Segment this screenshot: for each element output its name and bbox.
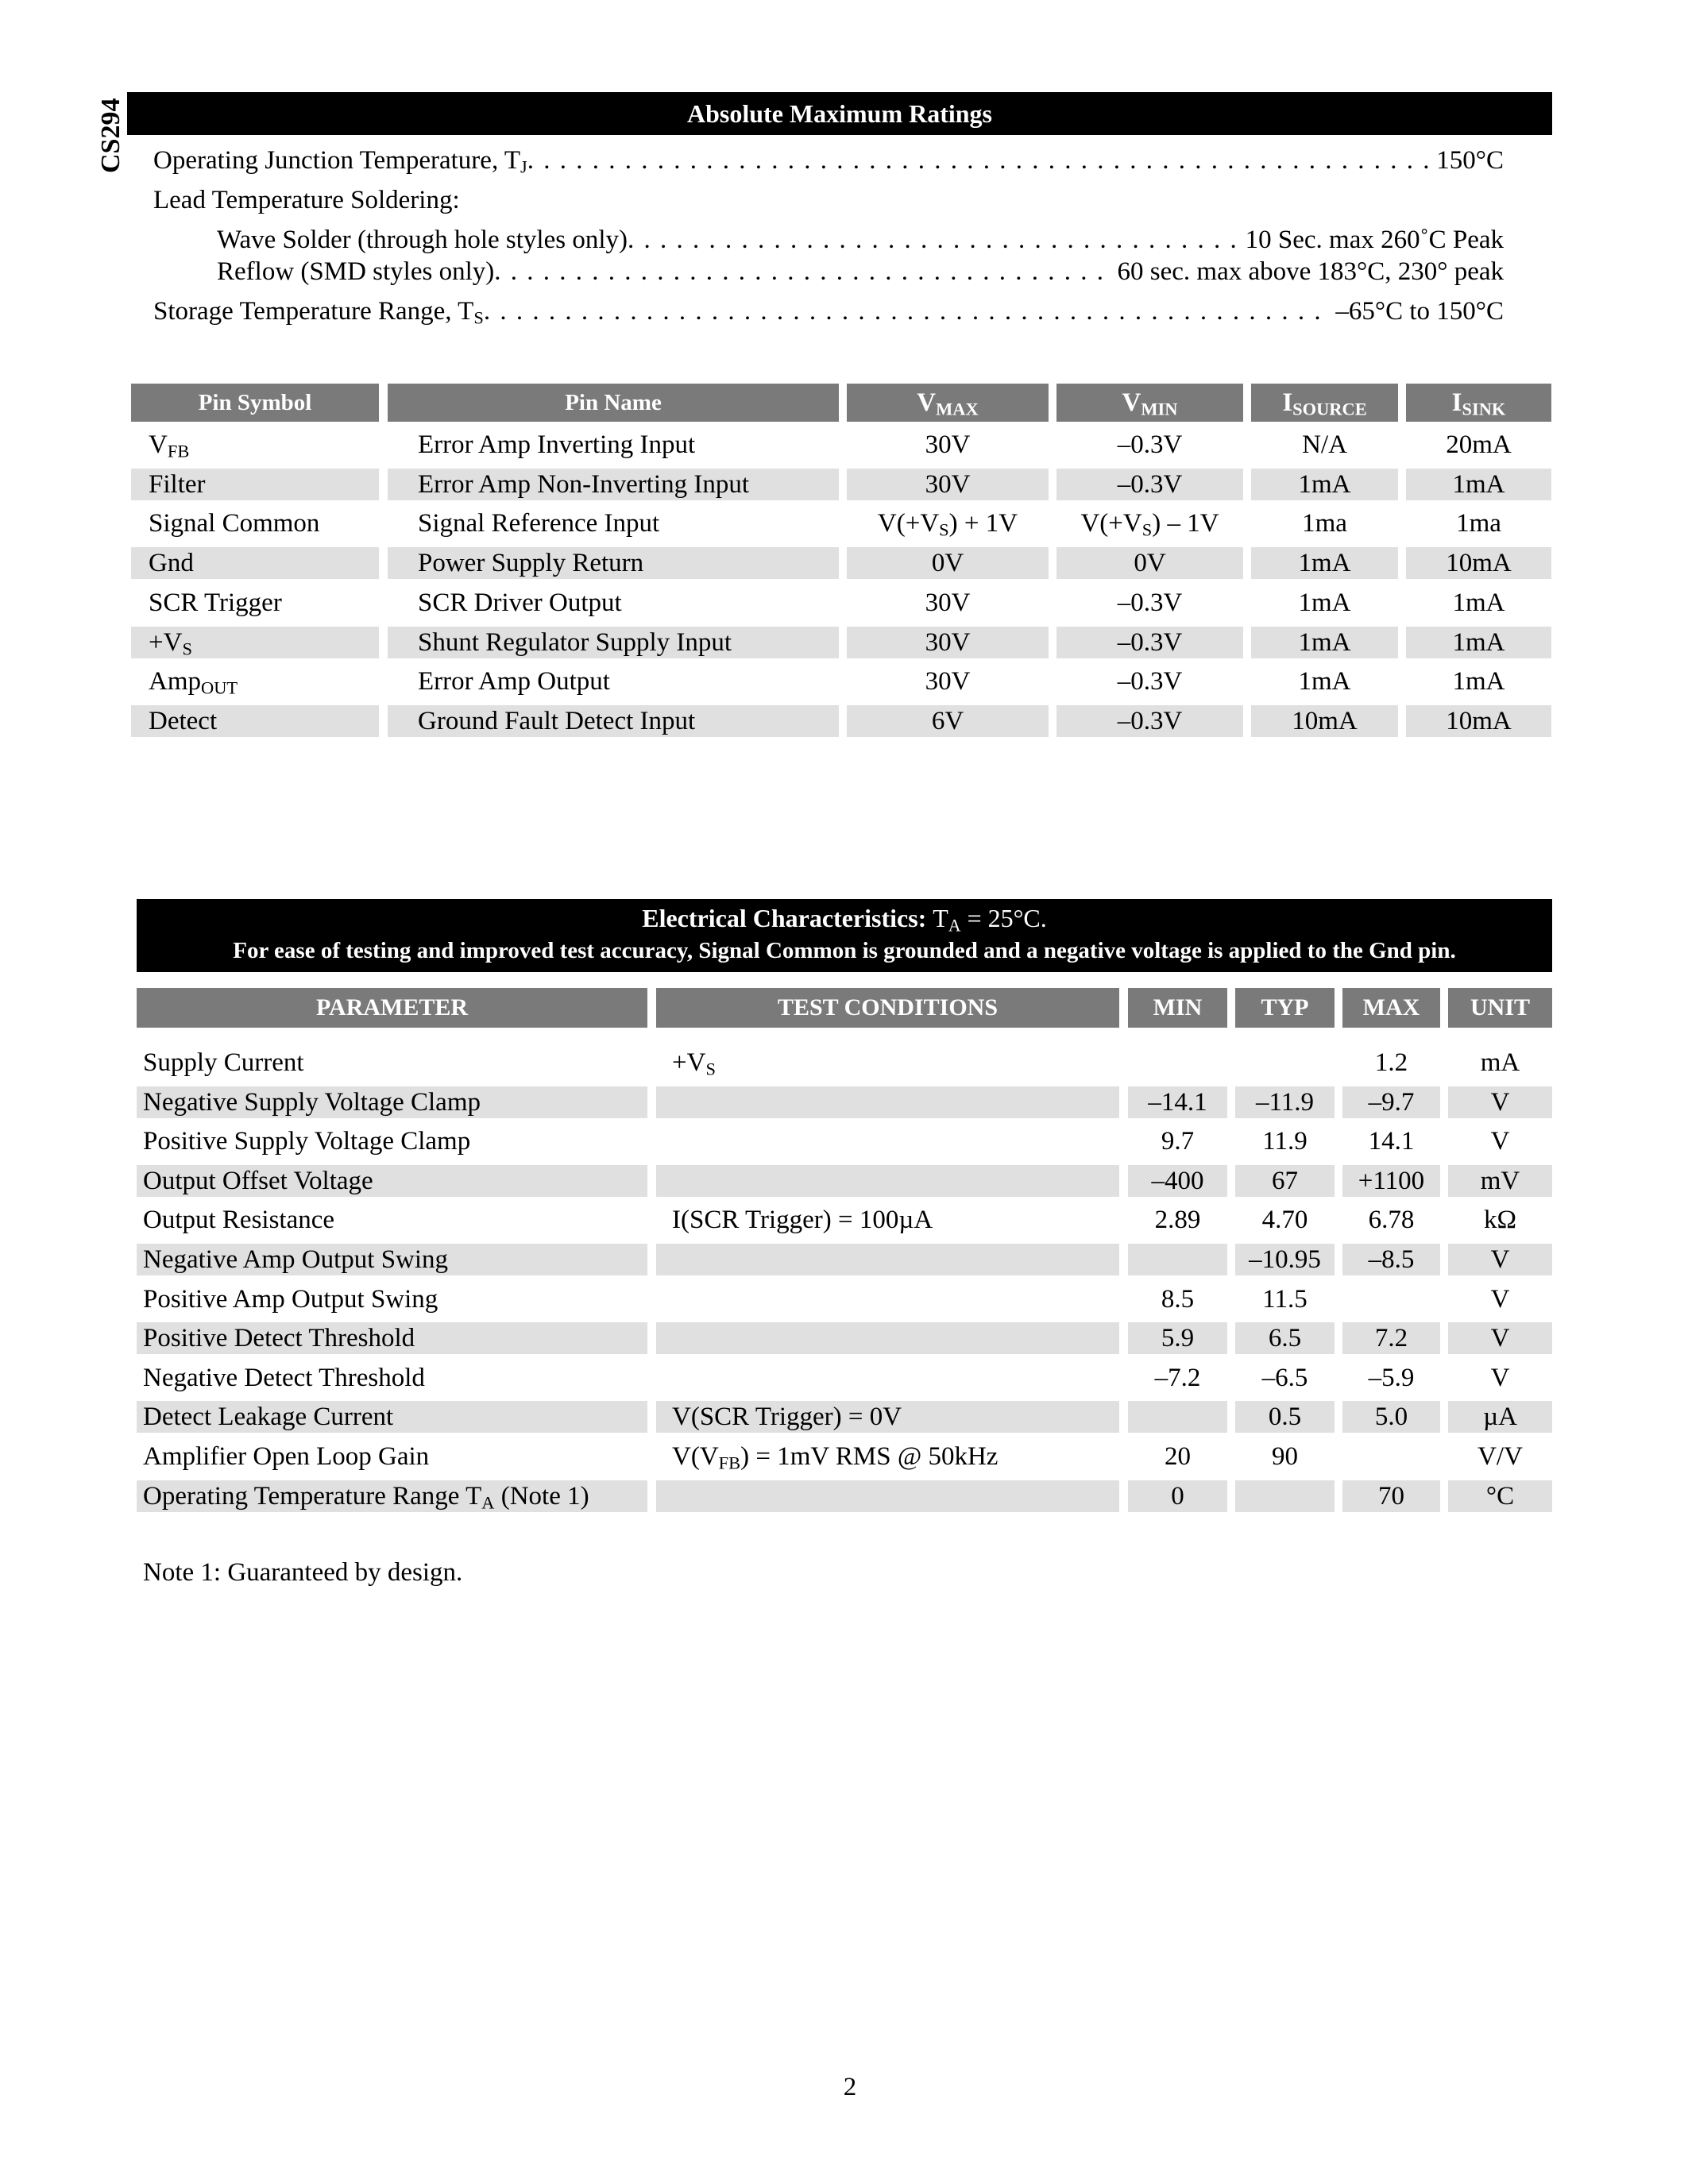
pin-table-cell-isource: 1mA: [1251, 547, 1398, 579]
ec-cell-unit: V: [1490, 1285, 1510, 1314]
leader-dots: [527, 143, 1432, 178]
pin-table-cell-pin-name: SCR Driver Output: [418, 588, 622, 617]
pin-table-cell-vmin: –0.3V: [1056, 627, 1243, 658]
pin-table-cell-pin-symbol: Detect: [131, 705, 379, 737]
rating-label: Reflow (SMD styles only): [217, 257, 495, 286]
pin-table-cell-vmax: 6V: [847, 705, 1049, 737]
rating-label: Operating Junction Temperature, $T_J$: [153, 146, 527, 177]
pin-table-cell-vmin: –0.3V: [1056, 469, 1243, 500]
pin-table-cell-vmin: –0.3V: [1056, 705, 1243, 737]
ec-cell-test-conditions: [656, 1086, 1119, 1118]
rating-line-lead-temp: [153, 183, 1504, 218]
pin-table-cell-pin-name: Shunt Regulator Supply Input: [388, 627, 839, 658]
ec-cell-parameter: Supply Current: [143, 1048, 304, 1077]
ec-cell-min: –14.1: [1128, 1086, 1227, 1118]
ec-cell-typ: [1235, 1480, 1335, 1512]
ec-cell-typ: 67: [1235, 1165, 1335, 1197]
electrical-subtitle: For ease of testing and improved test accuracy, Signal Common is grounded and a negative voltage is applied to the Gnd pin.: [233, 938, 1456, 963]
pin-table-cell-isink: 1mA: [1452, 588, 1505, 617]
ec-cell-typ: 4.70: [1261, 1206, 1308, 1234]
pin-table-cell-isink: 1mA: [1406, 627, 1551, 658]
ec-cell-test-conditions: [656, 1244, 1119, 1275]
ec-cell-test-conditions: [656, 1165, 1119, 1197]
ec-cell-min: 2.89: [1154, 1206, 1201, 1234]
ec-cell-max: –8.5: [1342, 1244, 1440, 1275]
ec-cell-min: –400: [1128, 1165, 1227, 1197]
electrical-characteristics-header: [137, 899, 1552, 972]
part-number-label: CS294: [96, 98, 126, 173]
pin-table-cell-pin-name: Signal Reference Input: [418, 509, 660, 538]
ec-cell-parameter: Operating Temperature Range $T_A$ (Note 1): [137, 1480, 647, 1512]
ec-header-parameter: PARAMETER: [137, 988, 647, 1028]
ec-cell-unit: V: [1448, 1086, 1552, 1118]
pin-table-cell-vmax: 30V: [925, 588, 971, 617]
pin-table-cell-isource: 1mA: [1251, 469, 1398, 500]
ec-cell-unit: V/V: [1477, 1442, 1523, 1471]
ec-cell-unit: °C: [1448, 1480, 1552, 1512]
ec-header-unit: UNIT: [1448, 988, 1552, 1028]
leader-dots: [484, 294, 1331, 329]
pin-table-cell-vmax: 30V: [925, 430, 971, 459]
rating-value: 10 Sec. max 260˚C Peak: [1245, 226, 1504, 254]
pin-table-cell-vmin: 0V: [1056, 547, 1243, 579]
ec-cell-max: 5.0: [1342, 1401, 1440, 1433]
absolute-max-title: Absolute Maximum Ratings: [127, 92, 1552, 135]
ec-cell-min: 20: [1165, 1442, 1191, 1471]
ec-cell-min: 9.7: [1161, 1127, 1195, 1156]
ec-cell-max: [1342, 1441, 1440, 1472]
ec-cell-test-conditions: [656, 1125, 1119, 1157]
pin-table-header-vmin: $V_{MIN}$: [1056, 384, 1243, 422]
pin-table-cell-pin-symbol: $V_{FB}$: [149, 430, 190, 461]
electrical-title: Electrical Characteristics: $T_A = 25^\circ C$.: [642, 904, 1047, 936]
ec-cell-test-conditions: $V(V_{FB}) = 1mV$ RMS @ 50kHz: [672, 1442, 999, 1473]
pin-table-cell-pin-symbol: Amp$_{OUT}$: [149, 667, 238, 698]
ec-cell-max: –9.7: [1342, 1086, 1440, 1118]
pin-table-cell-pin-name: Power Supply Return: [388, 547, 839, 579]
pin-table-header-isink: $I_{SINK}$: [1406, 384, 1551, 422]
ec-cell-test-conditions: [656, 1362, 1119, 1394]
ec-cell-parameter: Negative Detect Threshold: [143, 1364, 425, 1392]
pin-table-cell-isink: 1mA: [1406, 469, 1551, 500]
pin-table-cell-isource: 10mA: [1251, 705, 1398, 737]
pin-table-cell-vmin: –0.3V: [1117, 430, 1183, 459]
ec-cell-max: 1.2: [1374, 1048, 1408, 1077]
ec-cell-parameter: Amplifier Open Loop Gain: [143, 1442, 430, 1471]
pin-table-header-isource: $I_{SOURCE}$: [1251, 384, 1398, 422]
ec-cell-typ: –6.5: [1261, 1364, 1308, 1392]
rating-line-wave-solder: [217, 222, 1504, 257]
ec-cell-max: +1100: [1342, 1165, 1440, 1197]
ec-cell-unit: V: [1490, 1364, 1510, 1392]
pin-table-cell-vmax: $V(+V_S) + 1V$: [877, 509, 1018, 540]
pin-table-cell-vmin: –0.3V: [1117, 588, 1183, 617]
ec-cell-parameter: Negative Supply Voltage Clamp: [137, 1086, 647, 1118]
pin-table-cell-isink: 10mA: [1406, 705, 1551, 737]
rating-line-storage-temp: [153, 294, 1504, 329]
ec-header-test-conditions: TEST CONDITIONS: [656, 988, 1119, 1028]
pin-table-cell-pin-symbol: Filter: [131, 469, 379, 500]
pin-table-cell-vmax: 30V: [847, 469, 1049, 500]
pin-table-cell-isink: 1ma: [1456, 509, 1501, 538]
ec-cell-min: [1128, 1401, 1227, 1433]
ec-cell-min: 8.5: [1161, 1285, 1195, 1314]
ec-cell-unit: V: [1448, 1244, 1552, 1275]
ec-cell-typ: [1235, 1047, 1335, 1078]
ec-cell-typ: 0.5: [1235, 1401, 1335, 1433]
leader-dots: [494, 254, 1112, 289]
ec-cell-test-conditions: [656, 1480, 1119, 1512]
leader-dots: [628, 222, 1241, 257]
rating-line-junction-temp: [153, 143, 1504, 178]
ec-cell-max: 14.1: [1368, 1127, 1415, 1156]
page-number: 2: [843, 2073, 857, 2101]
ec-cell-max: 6.78: [1368, 1206, 1415, 1234]
pin-table-cell-isink: 20mA: [1446, 430, 1512, 459]
ec-cell-min: 5.9: [1128, 1322, 1227, 1354]
pin-table-cell-isink: 10mA: [1406, 547, 1551, 579]
ec-cell-min: [1128, 1244, 1227, 1275]
pin-table-cell-vmin: –0.3V: [1117, 667, 1183, 696]
pin-table-cell-vmin: $V(+V_S) - 1V$: [1080, 509, 1219, 540]
ec-cell-parameter: Detect Leakage Current: [137, 1401, 647, 1433]
ec-cell-min: –7.2: [1154, 1364, 1201, 1392]
pin-table-cell-isink: 1mA: [1452, 667, 1505, 696]
pin-table-cell-pin-name: Error Amp Output: [418, 667, 610, 696]
ec-cell-parameter: Output Offset Voltage: [137, 1165, 647, 1197]
ec-cell-test-conditions: [656, 1322, 1119, 1354]
ec-cell-unit: V: [1448, 1322, 1552, 1354]
pin-table-cell-pin-symbol: Signal Common: [149, 509, 320, 538]
pin-table-cell-isource: 1ma: [1302, 509, 1347, 538]
ec-cell-test-conditions: I(SCR Trigger) = 100µA: [672, 1206, 933, 1234]
rating-value: –65°C to 150°C: [1335, 297, 1504, 326]
rating-value: 150°C: [1436, 146, 1504, 175]
pin-table-cell-pin-name: Error Amp Inverting Input: [418, 430, 696, 459]
ec-cell-parameter: Negative Amp Output Swing: [137, 1244, 647, 1275]
rating-label: Storage Temperature Range, $T_S$: [153, 297, 484, 328]
rating-line-reflow: [217, 254, 1504, 289]
ec-cell-typ: 11.5: [1262, 1285, 1308, 1314]
ec-cell-max: –5.9: [1368, 1364, 1415, 1392]
ec-cell-parameter: Positive Detect Threshold: [137, 1322, 647, 1354]
ec-cell-test-conditions: [656, 1283, 1119, 1315]
ec-cell-unit: mV: [1448, 1165, 1552, 1197]
ec-cell-max: [1342, 1283, 1440, 1315]
ec-header-max: MAX: [1342, 988, 1440, 1028]
pin-table-cell-isource: 1mA: [1251, 627, 1398, 658]
ec-cell-unit: µA: [1448, 1401, 1552, 1433]
rating-label: Lead Temperature Soldering:: [153, 186, 460, 214]
pin-table-header-vmax: $V_{MAX}$: [847, 384, 1049, 422]
pin-table-cell-vmax: 0V: [847, 547, 1049, 579]
ec-cell-typ: 6.5: [1235, 1322, 1335, 1354]
ec-cell-parameter: Output Resistance: [143, 1206, 335, 1234]
ec-cell-test-conditions: V(SCR Trigger) = 0V: [656, 1401, 1119, 1433]
pin-table-cell-pin-symbol: Gnd: [131, 547, 379, 579]
pin-table-cell-isource: N/A: [1302, 430, 1347, 459]
ec-cell-typ: 11.9: [1262, 1127, 1308, 1156]
rating-value: 60 sec. max above 183°C, 230° peak: [1117, 257, 1504, 286]
ec-cell-parameter: Positive Supply Voltage Clamp: [143, 1127, 471, 1156]
ec-header-typ: TYP: [1235, 988, 1335, 1028]
ec-cell-unit: kΩ: [1483, 1206, 1517, 1234]
pin-table-cell-pin-name: Error Amp Non-Inverting Input: [388, 469, 839, 500]
ec-cell-min: 0: [1128, 1480, 1227, 1512]
ec-header-min: MIN: [1128, 988, 1227, 1028]
ec-cell-unit: mA: [1480, 1048, 1520, 1077]
ec-cell-typ: –10.95: [1235, 1244, 1335, 1275]
ec-cell-max: 70: [1342, 1480, 1440, 1512]
ec-cell-unit: V: [1490, 1127, 1510, 1156]
ec-cell-test-conditions: $+V_S$: [672, 1048, 716, 1079]
pin-table-cell-vmax: 30V: [847, 627, 1049, 658]
footnote: Note 1: Guaranteed by design.: [143, 1558, 463, 1587]
pin-table-cell-pin-name: Ground Fault Detect Input: [388, 705, 839, 737]
pin-table-cell-pin-symbol: SCR Trigger: [149, 588, 282, 617]
ec-cell-max: 7.2: [1342, 1322, 1440, 1354]
pin-table-cell-isource: 1mA: [1298, 667, 1351, 696]
ec-cell-parameter: Positive Amp Output Swing: [143, 1285, 438, 1314]
pin-table-cell-vmax: 30V: [925, 667, 971, 696]
ec-cell-typ: 90: [1272, 1442, 1298, 1471]
pin-table-cell-pin-symbol: $+V_S$: [131, 627, 379, 658]
ec-cell-typ: –11.9: [1235, 1086, 1335, 1118]
ec-cell-min: [1128, 1047, 1227, 1078]
pin-table-cell-isource: 1mA: [1298, 588, 1351, 617]
pin-table-header-pin-name: Pin Name: [388, 384, 839, 422]
pin-table-header-pin-symbol: Pin Symbol: [131, 384, 379, 422]
rating-label: Wave Solder (through hole styles only): [217, 226, 628, 254]
